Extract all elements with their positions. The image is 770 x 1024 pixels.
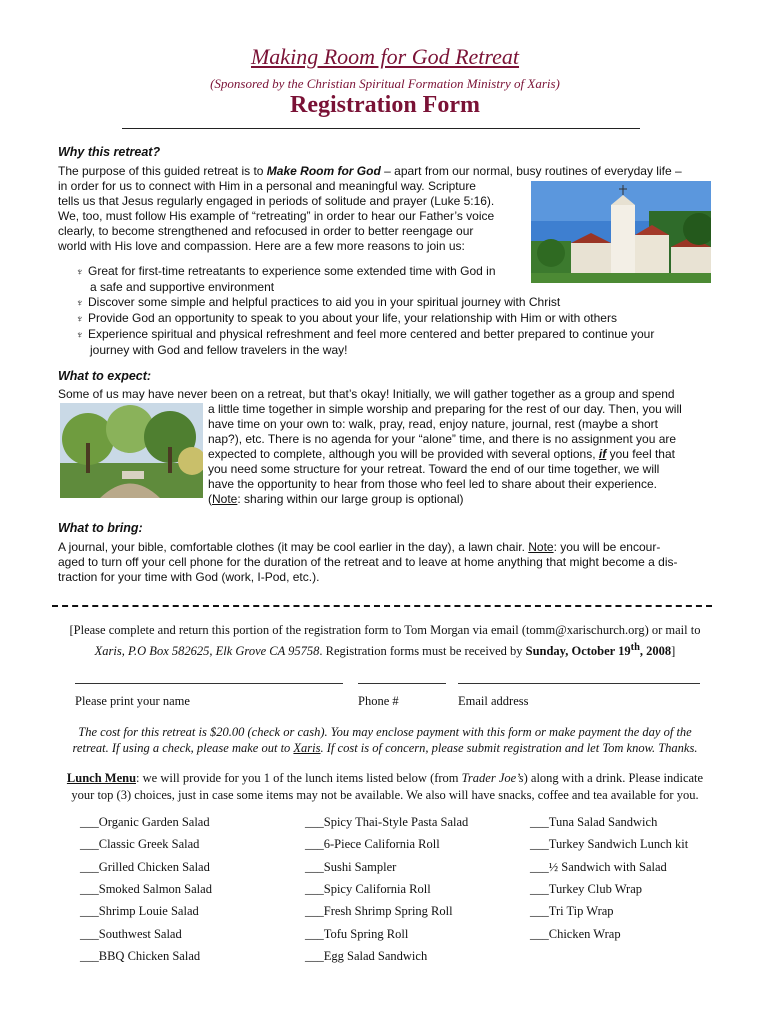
cross-bullet-icon: ♆: [76, 314, 84, 325]
lunch-option-label: Spicy Thai-Style Pasta Salad: [323, 815, 469, 829]
retreat-title: Making Room for God Retreat: [250, 44, 520, 69]
expect-heading: What to expect:: [58, 369, 152, 383]
choice-blank[interactable]: ___: [80, 859, 99, 874]
lunch-option-label: Tri Tip Wrap: [548, 904, 614, 919]
lunch-option-label: Shrimp Louie Salad: [98, 904, 199, 919]
choice-blank[interactable]: ___: [530, 837, 549, 852]
form-title: Registration Form: [290, 92, 480, 118]
choice-blank[interactable]: ___: [80, 837, 99, 852]
lunch-option-label: BBQ Chicken Salad: [98, 948, 201, 963]
lunch-option-label: Spicy California Roll: [323, 881, 431, 896]
choice-blank[interactable]: ___: [530, 859, 549, 874]
lunch-option[interactable]: [80, 882, 212, 897]
list-item: a safe and supportive environment: [90, 280, 275, 294]
lunch-option[interactable]: [80, 837, 199, 852]
cross-bullet-icon: ♆: [76, 330, 84, 341]
title-rule: [122, 128, 640, 129]
why-heading: Why this retreat?: [58, 145, 161, 159]
return-instructions: [Please complete and return this portion of the registration form to Tom Morgan via email (tomm@xarischurch.org) or mail to Xaris, P.O Box 582625, Elk Grove CA 95758. Registration forms must be received by Sunday, October 19th, 2008]: [69, 623, 701, 659]
expect-paragraph: a little time together in simple worship and preparing for the rest of our day. Then, you will have time on your own to: walk, pray, read, enjoy nature, journal, rest (maybe a short nap?), etc. There is no agenda for your “alone” time, and there is no assignment you are expected to complete, although you will be provided with several options, if you feel that you need some structure for your retreat. Toward the end of our time together, we will have the opportunity to hear from those who feel led to share about their experience. (Note: sharing within our large group is optional): [208, 402, 682, 506]
choice-blank[interactable]: ___: [305, 948, 324, 963]
lunch-option-label: Fresh Shrimp Spring Roll: [323, 904, 453, 919]
lunch-option[interactable]: [530, 860, 667, 875]
choice-blank[interactable]: ___: [305, 859, 324, 874]
lunch-option[interactable]: [80, 927, 182, 942]
lunch-option[interactable]: [80, 904, 199, 919]
lunch-option[interactable]: [80, 860, 210, 875]
list-item: ♆ Provide God an opportunity to speak to you about your life, your relationship with Him or with others: [76, 311, 617, 325]
lunch-option[interactable]: [80, 815, 210, 830]
lunch-option-label: Sushi Sampler: [323, 859, 397, 874]
lunch-option[interactable]: [530, 882, 642, 897]
why-paragraph: The purpose of this guided retreat is to Make Room for God – apart from our normal, busy routines of everyday life – in order for us to connect with Him in a personal and meaningful way. Scripture tells us that Jesus regularly engaged in periods of solitude and prayer (Luke 5:16). We, too, must follow His example of “retreating” in order to hear our Father’s voice clearly, to become strengthened and refocused in order to better reengage our world with His love and compassion. Here are a few more reasons to join us:: [58, 164, 682, 253]
lunch-option[interactable]: [305, 927, 408, 942]
list-item: ♆ Experience spiritual and physical refreshment and feel more centered and better prepared to continue your: [76, 327, 655, 341]
phone-field[interactable]: [358, 683, 446, 684]
lunch-option[interactable]: [305, 882, 431, 897]
lunch-option-label: Classic Greek Salad: [98, 837, 200, 852]
choice-blank[interactable]: ___: [305, 926, 324, 941]
name-field[interactable]: [75, 683, 343, 684]
bring-heading: What to bring:: [58, 521, 143, 535]
sponsor-line: (Sponsored by the Christian Spiritual Formation Ministry of Xaris): [210, 76, 560, 91]
list-item: journey with God and fellow travelers in the way!: [90, 343, 348, 357]
lunch-option-label: Organic Garden Salad: [98, 815, 210, 829]
lunch-option-label: Chicken Wrap: [548, 926, 621, 941]
choice-blank[interactable]: ___: [80, 815, 99, 829]
choice-blank[interactable]: ___: [80, 904, 99, 919]
list-item: ♆ Discover some simple and helpful practices to aid you in your spiritual journey with Christ: [76, 295, 561, 309]
lunch-option[interactable]: [530, 904, 614, 919]
cost-note: The cost for this retreat is $20.00 (check or cash). You may enclose payment with this form or make payment the day of the retreat. If using a check, please make out to Xaris. If cost is of concern, please submit registration and let Tom know. Thanks.: [72, 725, 698, 755]
reasons-list: [76, 264, 716, 358]
garden-photo: [60, 403, 203, 498]
lunch-option-label: Southwest Salad: [98, 926, 182, 941]
lunch-option[interactable]: [80, 949, 200, 964]
lunch-option-label: ½ Sandwich with Salad: [548, 859, 667, 874]
lunch-option-label: Turkey Sandwich Lunch kit: [548, 837, 689, 852]
choice-blank[interactable]: ___: [80, 881, 99, 896]
choice-blank[interactable]: ___: [305, 837, 324, 852]
lunch-option[interactable]: [530, 837, 688, 852]
choice-blank[interactable]: ___: [530, 815, 549, 829]
choice-blank[interactable]: ___: [305, 815, 324, 829]
bring-paragraph: A journal, your bible, comfortable clothes (it may be cool earlier in the day), a lawn chair. Note: you will be encour- aged to turn off your cell phone for the duration of the retreat and to leave at home anything that might become a dis- traction for your time with God (work, I-Pod, etc.).: [58, 540, 678, 584]
lunch-option[interactable]: [305, 837, 440, 852]
choice-blank[interactable]: ___: [305, 881, 324, 896]
choice-blank[interactable]: ___: [530, 926, 549, 941]
choice-blank[interactable]: ___: [80, 926, 99, 941]
lunch-option[interactable]: [530, 815, 657, 830]
lunch-option-label: Turkey Club Wrap: [548, 881, 642, 896]
cut-line-divider: [52, 605, 712, 607]
expect-first-line: Some of us may have never been on a retreat, but that’s okay! Initially, we will gather together as a group and spend: [58, 387, 675, 401]
email-label: Email address: [458, 694, 529, 708]
choice-blank[interactable]: ___: [530, 904, 549, 919]
lunch-option-label: Tuna Salad Sandwich: [548, 815, 658, 829]
lunch-option-label: Smoked Salmon Salad: [98, 881, 212, 896]
choice-blank[interactable]: ___: [305, 904, 324, 919]
lunch-option-label: 6-Piece California Roll: [323, 837, 440, 852]
choice-blank[interactable]: ___: [80, 948, 99, 963]
lunch-option-label: Tofu Spring Roll: [323, 926, 409, 941]
list-item: ♆ Great for first-time retreatants to experience some extended time with God in: [76, 264, 496, 278]
lunch-option[interactable]: [305, 904, 453, 919]
lunch-option[interactable]: [530, 927, 621, 942]
phone-label: Phone #: [358, 694, 399, 708]
choice-blank[interactable]: ___: [530, 881, 549, 896]
lunch-option[interactable]: [305, 815, 468, 830]
lunch-option[interactable]: [305, 860, 396, 875]
lunch-option-label: Egg Salad Sandwich: [323, 948, 428, 963]
lunch-option-label: Grilled Chicken Salad: [98, 859, 210, 874]
cross-bullet-icon: ♆: [76, 298, 84, 309]
name-label: Please print your name: [75, 694, 190, 708]
cross-bullet-icon: ♆: [76, 267, 84, 278]
lunch-menu-intro: Lunch Menu: we will provide for you 1 of the lunch items listed below (from Trader Joe’s) along with a drink. Please indicate your top (3) choices, just in case some items may not be available. We also will have snacks, coffee and tea available for you.: [66, 771, 704, 802]
lunch-option[interactable]: [305, 949, 427, 964]
email-field[interactable]: [458, 683, 700, 684]
